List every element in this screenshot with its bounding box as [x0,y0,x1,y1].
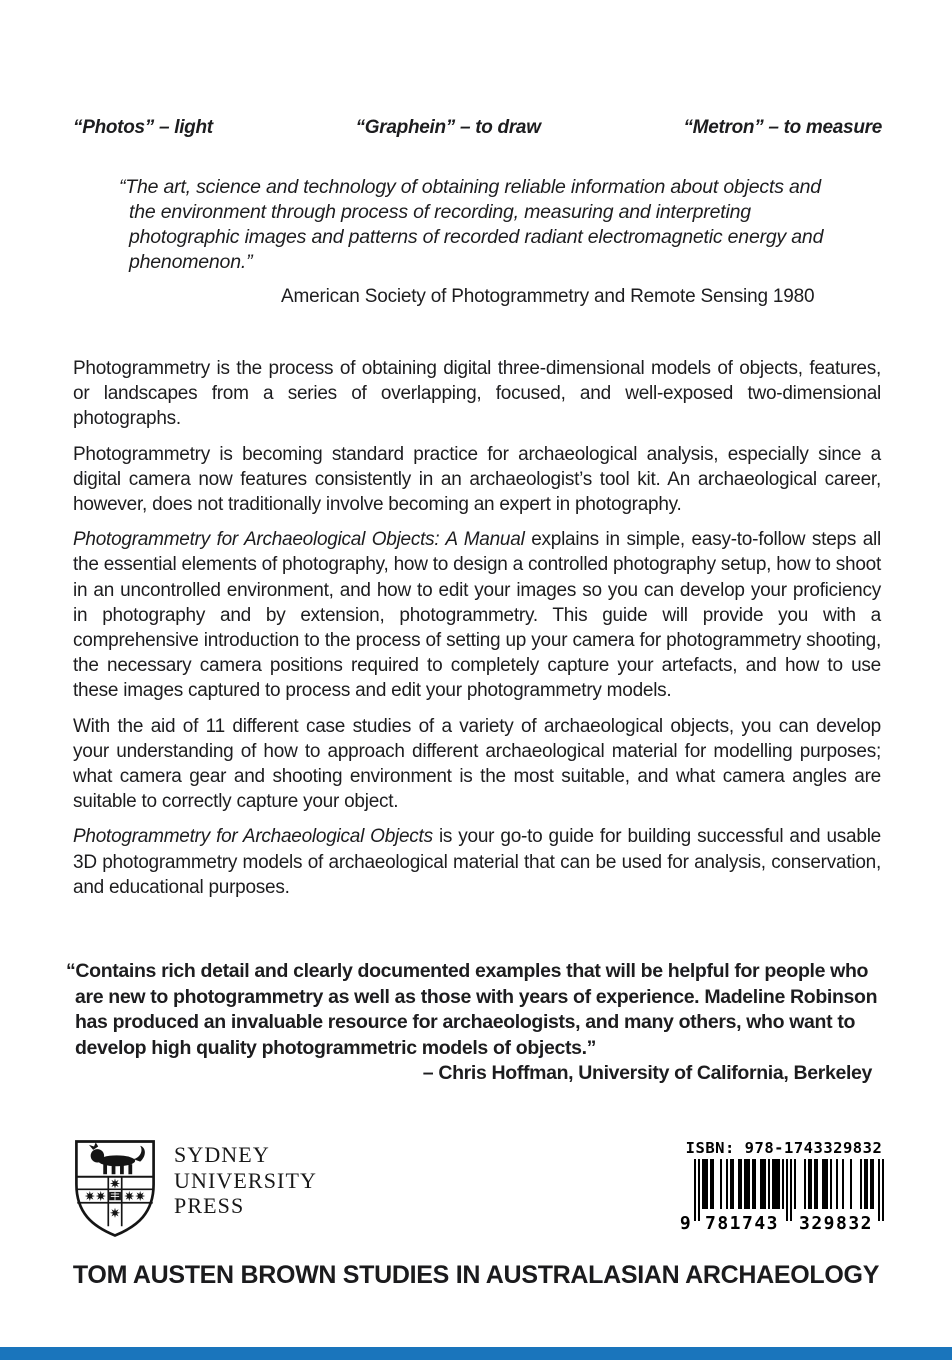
definition-quote: “The art, science and technology of obtaining reliable information about objects and the environment through process of recording, measuring and interpreting photographic images and patterns of recorded radiant electromagnetic energy and phenomenon.” [119,176,824,273]
etymology-row [73,117,882,139]
blurb-paragraph-3: Photogrammetry for Archaeological Objects: A Manual explains in simple, easy-to-follow steps all the essential elements of photography, how to design a controlled photography setup, how to shoot in an uncontrolled environment, and how to edit your images so you can develop your proficiency in photography and by extension, photogrammetry. This guide will provide you with a comprehensive introduction to the process of setting up your camera for photogrammetry shooting, the necessary camera positions required to completely capture your artefacts, and how to use these images captured to process and edit your photogrammetry models. [73,529,881,702]
testimonial-quote: “Contains rich detail and clearly documented examples that will be helpful for people who are new to photogrammetry as well as those with years of experience. Madeline Robinson has produced an invaluable resource for archaeologists, and many others, who want to develop high quality photogrammetric models of objects.” [66,960,878,1059]
book-title-italic: Photogrammetry for Archaeological Objects: A Manual [73,529,525,551]
etymology-photos: “Photos” – light [73,117,213,138]
blurb-paragraph-5: Photogrammetry for Archaeological Objects is your go-to guide for building successful and usable 3D photogrammetry models of archaeological material that can be used for analysis, conservation, and educational purposes. [73,826,881,898]
ean13-barcode-icon [680,1159,888,1233]
book-title-italic: Photogrammetry for Archaeological Objects [73,826,433,848]
publisher-logo [73,1139,317,1238]
blurb-body [73,356,881,910]
isbn-label: ISBN: 978-1743329832 [685,1139,883,1157]
blurb-paragraph-4: With the aid of 11 different case studies of a variety of archaeological objects, you can develop your understanding of how to approach different archaeological material for modelling purposes; what camera gear and shooting environment is the most suitable, and what camera angles are suitable to correctly capture your object. [73,715,881,813]
barcode-digit-left: 9 [680,1213,693,1233]
etymology-graphein: “Graphein” – to draw [355,117,541,138]
bottom-accent-bar [0,1347,952,1360]
barcode-digits-group2: 329832 [798,1213,874,1233]
definition-quote-attribution: American Society of Photogrammetry and Remote Sensing 1980 [281,286,815,307]
isbn-barcode-block [680,1139,888,1233]
blurb-paragraph-2: Photogrammetry is becoming standard practice for archaeological analysis, especially since a digital camera now features consistently in an archaeologist’s tool kit. An archaeological career, however, does not traditionally involve becoming an expert in photography. [73,443,881,516]
series-title: TOM AUSTEN BROWN STUDIES IN AUSTRALASIAN ARCHAEOLOGY [72,1261,880,1289]
testimonial-attribution: – Chris Hoffman, University of California, Berkeley [422,1062,872,1084]
barcode-digits-group1: 781743 [704,1213,780,1233]
etymology-metron: “Metron” – to measure [683,117,882,138]
blurb-paragraph-1: Photogrammetry is the process of obtaining digital three-dimensional models of objects, features, or landscapes from a series of overlapping, focused, and well-exposed two-dimensional photographs. [73,358,881,430]
open-book-icon [109,1192,121,1200]
sydney-university-crest-icon [73,1139,157,1238]
publisher-name: SYDNEY UNIVERSITY PRESS [174,1142,317,1218]
